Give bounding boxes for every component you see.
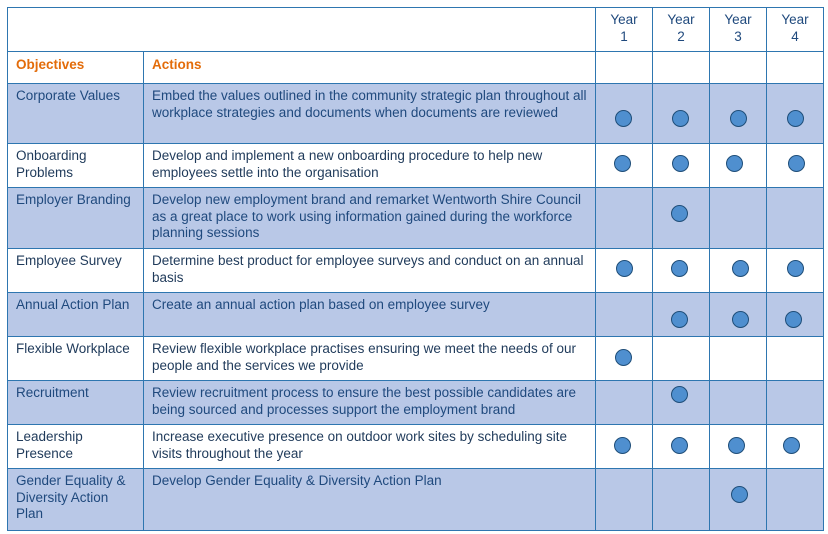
year-2-cell xyxy=(653,337,710,381)
year-2-cell xyxy=(653,249,710,293)
objective-row xyxy=(8,337,824,381)
objective-row xyxy=(8,249,824,293)
objective-cell: Recruitment xyxy=(8,381,144,425)
year-4-cell xyxy=(767,293,824,337)
scheduled-dot-icon xyxy=(671,260,688,277)
actions-heading: Actions xyxy=(144,52,596,84)
objectives-heading: Objectives xyxy=(8,52,144,84)
scheduled-dot-icon xyxy=(672,110,689,127)
year-1-label: Year 1 xyxy=(610,12,638,44)
empty-year-cell xyxy=(653,52,710,84)
action-cell: Determine best product for employee surveys and conduct on an annual basis xyxy=(144,249,596,293)
year-header-row xyxy=(8,8,824,52)
workforce-action-plan-table xyxy=(7,7,824,531)
scheduled-dot-icon xyxy=(788,155,805,172)
year-3-cell xyxy=(710,425,767,469)
year-4-cell xyxy=(767,144,824,188)
year-1-cell xyxy=(596,425,653,469)
year-4-label: Year 4 xyxy=(781,12,809,44)
year-1-cell xyxy=(596,249,653,293)
scheduled-dot-icon xyxy=(671,437,688,454)
scheduled-dot-icon xyxy=(671,386,688,403)
year-2-cell xyxy=(653,381,710,425)
year-3-cell xyxy=(710,337,767,381)
year-3-header xyxy=(710,8,767,52)
year-4-cell xyxy=(767,425,824,469)
action-cell: Embed the values outlined in the community strategic plan throughout all workplace strategies and documents when documents are reviewed xyxy=(144,84,596,144)
objective-row xyxy=(8,84,824,144)
year-3-cell xyxy=(710,381,767,425)
year-1-cell xyxy=(596,144,653,188)
objective-row xyxy=(8,381,824,425)
year-4-cell xyxy=(767,188,824,249)
objective-cell: Leadership Presence xyxy=(8,425,144,469)
objective-cell: Corporate Values xyxy=(8,84,144,144)
scheduled-dot-icon xyxy=(785,311,802,328)
scheduled-dot-icon xyxy=(615,110,632,127)
year-2-cell xyxy=(653,188,710,249)
scheduled-dot-icon xyxy=(671,205,688,222)
year-1-cell xyxy=(596,381,653,425)
empty-year-cell xyxy=(596,52,653,84)
objective-cell: Employee Survey xyxy=(8,249,144,293)
objective-row xyxy=(8,144,824,188)
objective-cell: Gender Equality & Diversity Action Plan xyxy=(8,469,144,531)
scheduled-dot-icon xyxy=(616,260,633,277)
scheduled-dot-icon xyxy=(615,349,632,366)
objective-cell: Onboarding Problems xyxy=(8,144,144,188)
objective-cell: Annual Action Plan xyxy=(8,293,144,337)
scheduled-dot-icon xyxy=(726,155,743,172)
objective-row xyxy=(8,293,824,337)
column-label-row xyxy=(8,52,824,84)
year-1-cell xyxy=(596,337,653,381)
scheduled-dot-icon xyxy=(732,260,749,277)
scheduled-dot-icon xyxy=(732,311,749,328)
objective-cell: Employer Branding xyxy=(8,188,144,249)
action-cell: Review recruitment process to ensure the best possible candidates are being sourced and processes support the employment brand xyxy=(144,381,596,425)
year-4-cell xyxy=(767,249,824,293)
year-2-cell xyxy=(653,469,710,531)
year-2-label: Year 2 xyxy=(667,12,695,44)
year-1-cell xyxy=(596,469,653,531)
year-4-header xyxy=(767,8,824,52)
scheduled-dot-icon xyxy=(614,437,631,454)
scheduled-dot-icon xyxy=(671,311,688,328)
scheduled-dot-icon xyxy=(728,437,745,454)
year-4-cell xyxy=(767,469,824,531)
year-3-label: Year 3 xyxy=(724,12,752,44)
action-cell: Develop Gender Equality & Diversity Action Plan xyxy=(144,469,596,531)
empty-year-cell xyxy=(767,52,824,84)
year-4-cell xyxy=(767,337,824,381)
action-cell: Develop and implement a new onboarding procedure to help new employees settle into the organisation xyxy=(144,144,596,188)
action-cell: Create an annual action plan based on employee survey xyxy=(144,293,596,337)
action-cell: Develop new employment brand and remarket Wentworth Shire Council as a great place to work using information gained during the workforce planning sessions xyxy=(144,188,596,249)
year-2-header xyxy=(653,8,710,52)
year-2-cell xyxy=(653,84,710,144)
objective-row xyxy=(8,188,824,249)
scheduled-dot-icon xyxy=(783,437,800,454)
year-2-cell xyxy=(653,425,710,469)
year-3-cell xyxy=(710,188,767,249)
scheduled-dot-icon xyxy=(787,110,804,127)
year-3-cell xyxy=(710,469,767,531)
scheduled-dot-icon xyxy=(614,155,631,172)
scheduled-dot-icon xyxy=(731,486,748,503)
objective-row xyxy=(8,425,824,469)
objective-row xyxy=(8,469,824,531)
objective-cell: Flexible Workplace xyxy=(8,337,144,381)
year-3-cell xyxy=(710,293,767,337)
year-3-cell xyxy=(710,144,767,188)
year-4-cell xyxy=(767,381,824,425)
action-cell: Review flexible workplace practises ensuring we meet the needs of our people and the services we provide xyxy=(144,337,596,381)
year-1-cell xyxy=(596,188,653,249)
scheduled-dot-icon xyxy=(787,260,804,277)
year-3-cell xyxy=(710,249,767,293)
year-1-header xyxy=(596,8,653,52)
year-2-cell xyxy=(653,144,710,188)
blank-header-cell xyxy=(8,8,596,52)
year-1-cell xyxy=(596,84,653,144)
scheduled-dot-icon xyxy=(672,155,689,172)
year-4-cell xyxy=(767,84,824,144)
empty-year-cell xyxy=(710,52,767,84)
scheduled-dot-icon xyxy=(730,110,747,127)
year-2-cell xyxy=(653,293,710,337)
year-1-cell xyxy=(596,293,653,337)
year-3-cell xyxy=(710,84,767,144)
action-cell: Increase executive presence on outdoor work sites by scheduling site visits throughout the year xyxy=(144,425,596,469)
